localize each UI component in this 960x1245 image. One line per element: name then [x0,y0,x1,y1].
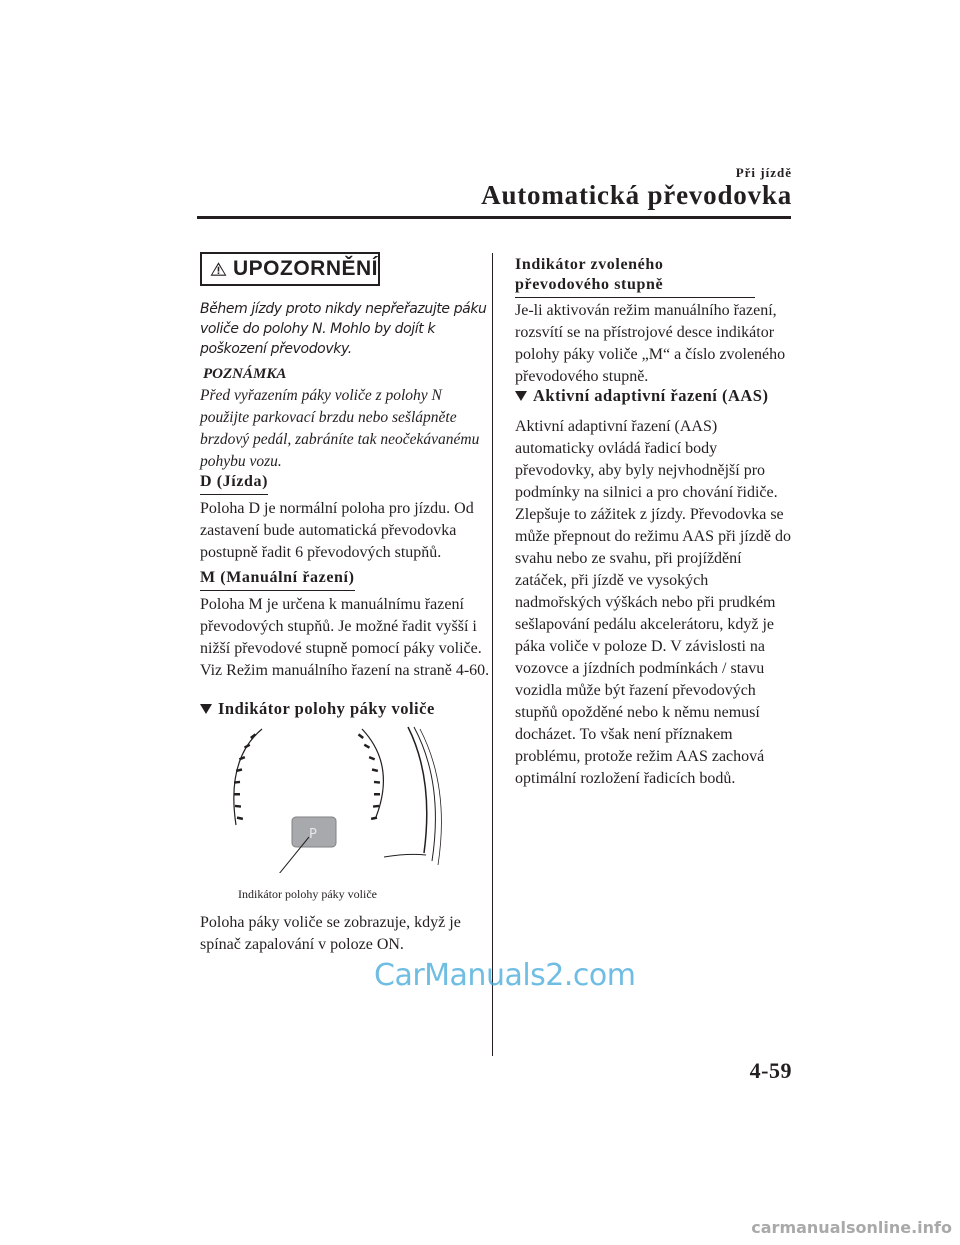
column-divider [492,253,493,1056]
header-rule [197,216,791,219]
running-head: Při jízdě [735,165,792,180]
figure-caption: Indikátor polohy páky voliče [238,887,377,901]
section-text-gear-indicator: Je-li aktivován režim manuálního řazení, rozsvítí se na přístrojové desce indikátor polohy páky voliče „M“ a číslo zvoleného převodového stupně. [515,302,786,385]
section-heading-m: M (Manuální řazení) [200,568,355,591]
watermark-carmanuals: CarManuals2.com [374,958,636,993]
figure-display-text: P [309,827,317,842]
triangle-down-icon [515,390,527,402]
triangle-down-icon [200,703,212,715]
warning-box [200,252,380,286]
chapter-title: Automatická převodovka [481,180,792,210]
note-text: Před vyřazením páky voliče z polohy N použijte parkovací brzdu nebo sešlápněte brzdový pedál, zabráníte tak neočekávanému pohybu vozu. [200,387,480,470]
section-text-m: Poloha M je určena k manuálnímu řazení převodových stupňů. Je možné řadit vyšší i nižší převodové stupně pomocí páky voliče. Viz Režim manuálního řazení na straně 4-60. [200,596,490,679]
note-heading: POZNÁMKA [203,366,287,382]
subheading-selector-indicator-label: Indikátor polohy páky voliče [218,699,435,718]
page-number: 4-59 [749,1058,792,1083]
section-text-aas: Aktivní adaptivní řazení (AAS) automaticky ovládá řadicí body převodovky, aby byly nejvhodnější pro podmínky na silnici a pro chování řidiče. Zlepšuje to zážitek z jízdy. Převodovka se může přepnout do režimu AAS při jízdě do svahu nebo ze svahu, při projíždění zatáček, při jízdě ve vysokých nadmořských výškách nebo při prudkém sešlapování pedálu akcelerátoru, když je páka voliče v poloze D. V závislosti na vozovce a jízdních podmínkách / stavu vozidla může být řazení převodových stupňů opožděné nebo k němu nemusí docházet. To však není příznakem problému, protože režim AAS zachová optimální rozložení řadicích bodů. [515,418,791,787]
warning-text: Během jízdy proto nikdy nepřeřazujte páku voliče do polohy N. Mohlo by dojít k poškození převodovky. [200,301,487,357]
warning-triangle-icon [210,256,227,282]
warning-title: UPOZORNĚNÍ [232,257,378,280]
subheading-selector-indicator [200,699,435,719]
subheading-aas-label: Aktivní adaptivní řazení (AAS) [533,386,769,405]
section-heading-gear-indicator: Indikátor zvoleného převodového stupně [515,255,755,298]
instrument-cluster-illustration [212,725,444,873]
indicator-text: Poloha páky voliče se zobrazuje, když je spínač zapalování v poloze ON. [200,914,461,953]
subheading-aas [515,386,768,406]
section-text-d: Poloha D je normální poloha pro jízdu. Od zastavení bude automatická převodovka postupně řadit 6 převodových stupňů. [200,500,474,561]
section-heading-d: D (Jízda) [200,472,268,495]
footer-watermark: carmanualsonline.info [751,1218,952,1237]
